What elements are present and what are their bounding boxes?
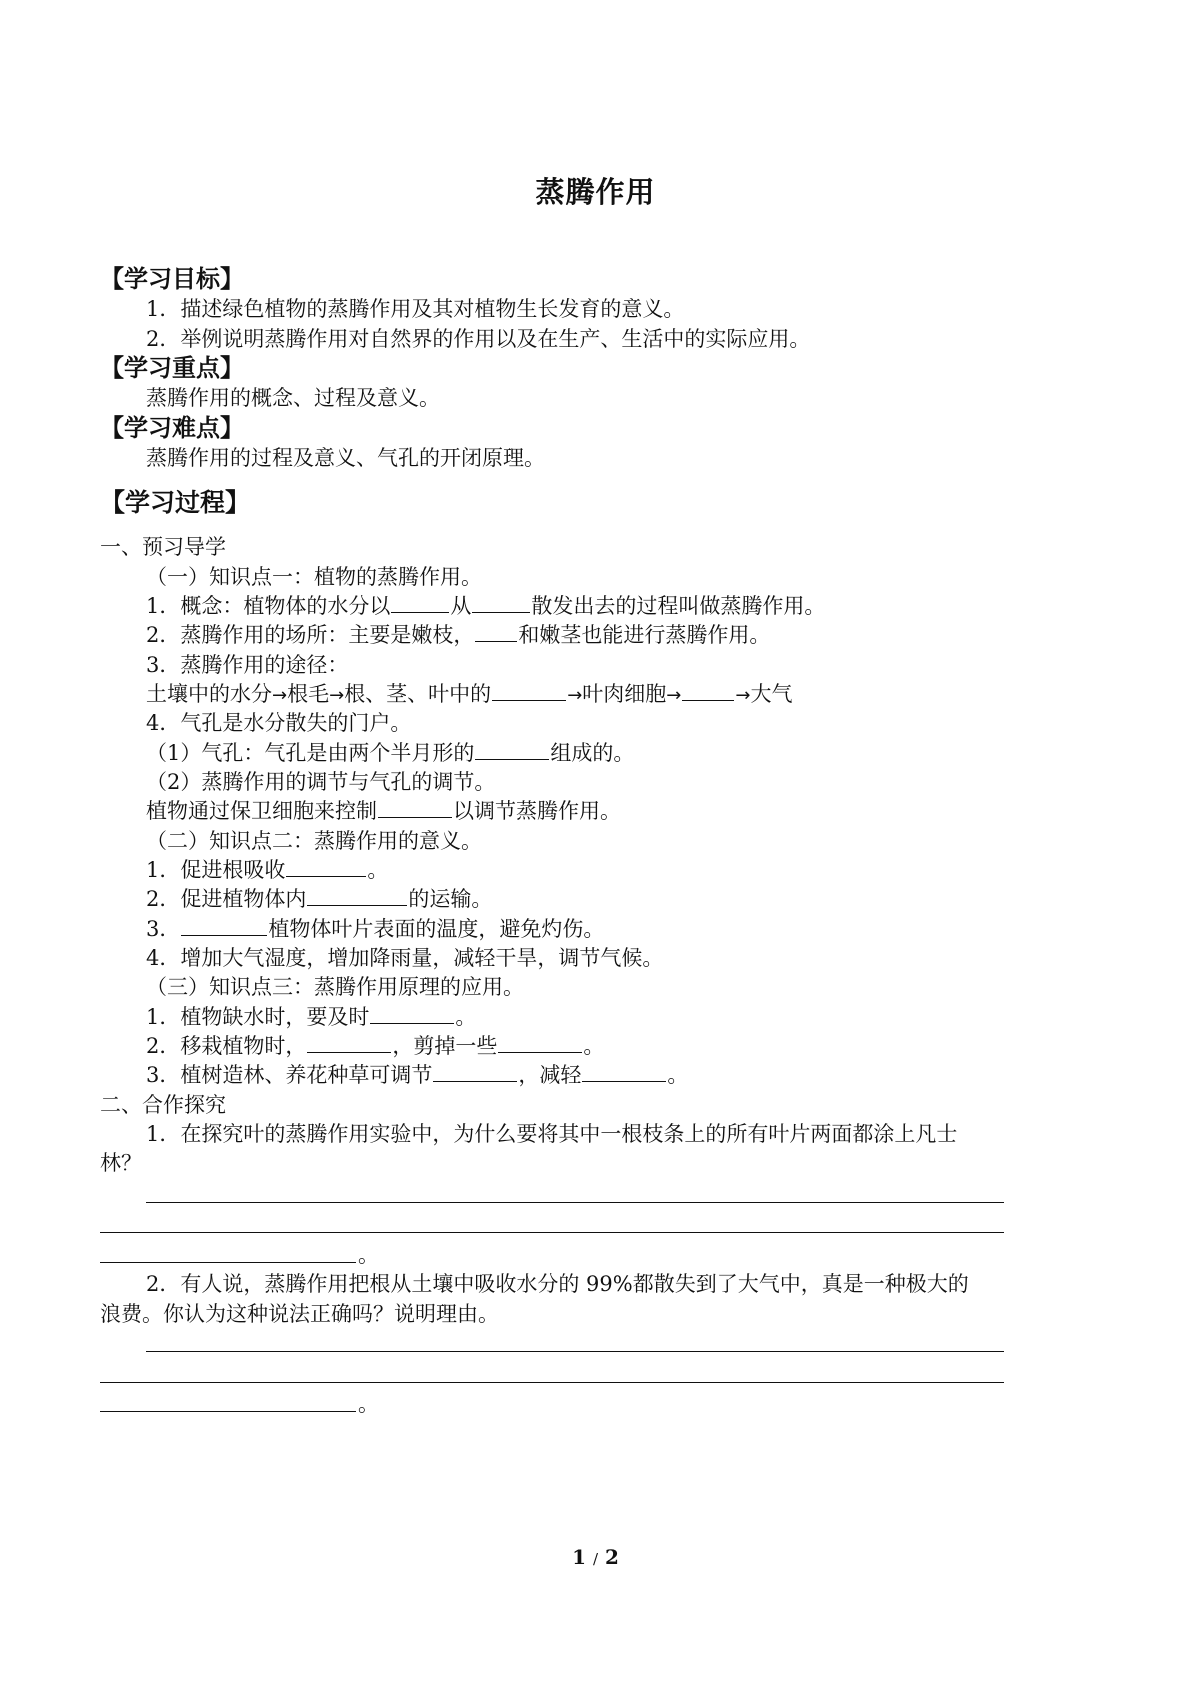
text: 3． [146, 917, 181, 941]
text: 从 [450, 594, 472, 618]
text: 和嫩茎也能进行蒸腾作用。 [518, 623, 771, 647]
part1-title: 一、预习导学 [100, 535, 226, 559]
page-total: 2 [605, 1545, 619, 1569]
arrow-right-icon: → [735, 685, 751, 706]
fill-blank[interactable] [682, 679, 734, 701]
text: 根毛 [287, 682, 330, 706]
k2-line-3 [146, 914, 604, 944]
answer-line[interactable] [100, 1411, 356, 1412]
k1-line-stomata-1 [146, 738, 634, 768]
question-2-line-2: 浪费。你认为这种说法正确吗？说明理由。 [100, 1302, 499, 1326]
k1-line-location [146, 620, 770, 650]
text: 2．移栽植物时， [146, 1034, 307, 1058]
page-separator: / [592, 1550, 599, 1568]
fill-blank[interactable] [391, 591, 449, 613]
k1-line-concept [146, 591, 825, 621]
arrow-right-icon: → [329, 685, 345, 706]
k2-line-2 [146, 884, 492, 914]
answer-end-mark: 。 [358, 1392, 379, 1416]
arrow-right-icon: → [666, 685, 682, 706]
text: 根、茎、叶中的 [344, 682, 492, 706]
k1-line-pathway: 3．蒸腾作用的途径： [146, 653, 349, 677]
k1-line-stomata: 4．气孔是水分散失的门户。 [146, 711, 412, 735]
k2-line-1 [146, 855, 388, 885]
k3-line-2 [146, 1031, 604, 1061]
text: 的运输。 [408, 887, 493, 911]
k1-line-stomata-2: （2）蒸腾作用的调节与气孔的调节。 [146, 770, 496, 794]
text: 1．植物缺水时，要及时 [146, 1005, 370, 1029]
answer-line[interactable] [100, 1232, 1004, 1233]
fill-blank[interactable] [475, 738, 549, 760]
k3-line-1 [146, 1002, 476, 1032]
fill-blank[interactable] [370, 1002, 454, 1024]
text: 大气 [750, 682, 793, 706]
page-number [0, 1544, 1191, 1572]
fill-blank[interactable] [498, 1031, 582, 1053]
text: 。 [455, 1005, 477, 1029]
text: 3．植树造林、养花种草可调节 [146, 1063, 433, 1087]
answer-end-mark: 。 [358, 1243, 379, 1267]
text: 散发出去的过程叫做蒸腾作用。 [531, 594, 826, 618]
text: 。 [667, 1063, 689, 1087]
text: ，减轻 [518, 1063, 582, 1087]
text: 2．促进植物体内 [146, 887, 307, 911]
text: 植物体叶片表面的温度，避免灼伤。 [268, 917, 605, 941]
k3-line-3 [146, 1060, 688, 1090]
text: 土壤中的水分 [146, 682, 272, 706]
k2-line-4: 4．增加大气湿度，增加降雨量，减轻干旱，调节气候。 [146, 946, 664, 970]
fill-blank[interactable] [378, 796, 452, 818]
question-1-line-2: 林？ [100, 1151, 142, 1175]
text: （1）气孔：气孔是由两个半月形的 [146, 741, 475, 765]
part2-title: 二、合作探究 [100, 1093, 226, 1117]
text: 1．促进根吸收 [146, 858, 286, 882]
difficulties-text: 蒸腾作用的过程及意义、气孔的开闭原理。 [146, 446, 545, 470]
difficulties-header: 【学习难点】 [100, 414, 244, 442]
page-current: 1 [572, 1545, 586, 1569]
fill-blank[interactable] [307, 884, 407, 906]
answer-line[interactable] [100, 1382, 1004, 1383]
key-points-header: 【学习重点】 [100, 354, 244, 382]
goals-header: 【学习目标】 [100, 265, 244, 293]
fill-blank[interactable] [286, 855, 366, 877]
question-2-line-1: 2．有人说，蒸腾作用把根从土壤中吸收水分的 99%都散失到了大气中，真是一种极大的 [146, 1272, 969, 1296]
answer-line[interactable] [100, 1262, 356, 1263]
answer-line[interactable] [146, 1351, 1004, 1352]
fill-blank[interactable] [307, 1031, 391, 1053]
text: 。 [367, 858, 389, 882]
knowledge-point-2-title: （二）知识点二：蒸腾作用的意义。 [146, 829, 482, 853]
k1-line-pathway-chain [146, 679, 792, 711]
process-header: 【学习过程】 [100, 488, 251, 517]
text: 。 [583, 1034, 605, 1058]
k1-line-guard-cells [146, 796, 621, 826]
text: ，剪掉一些 [392, 1034, 498, 1058]
fill-blank[interactable] [492, 679, 566, 701]
text: 植物通过保卫细胞来控制 [146, 799, 377, 823]
knowledge-point-3-title: （三）知识点三：蒸腾作用原理的应用。 [146, 975, 524, 999]
fill-blank[interactable] [472, 591, 530, 613]
goal-item-2: 2．举例说明蒸腾作用对自然界的作用以及在生产、生活中的实际应用。 [146, 327, 811, 351]
question-1-line-1: 1．在探究叶的蒸腾作用实验中，为什么要将其中一根枝条上的所有叶片两面都涂上凡士 [146, 1122, 958, 1146]
arrow-right-icon: → [272, 685, 288, 706]
text: 组成的。 [550, 741, 635, 765]
page-title: 蒸腾作用 [535, 175, 656, 209]
knowledge-point-1-title: （一）知识点一：植物的蒸腾作用。 [146, 565, 482, 589]
answer-line[interactable] [146, 1202, 1004, 1203]
goal-item-1: 1．描述绿色植物的蒸腾作用及其对植物生长发育的意义。 [146, 297, 685, 321]
arrow-right-icon: → [567, 685, 583, 706]
fill-blank[interactable] [582, 1060, 666, 1082]
fill-blank[interactable] [181, 914, 267, 936]
text: 1．概念：植物体的水分以 [146, 594, 391, 618]
text: 2．蒸腾作用的场所：主要是嫩枝， [146, 623, 475, 647]
text: 以调节蒸腾作用。 [453, 799, 621, 823]
key-points-text: 蒸腾作用的概念、过程及意义。 [146, 386, 440, 410]
fill-blank[interactable] [433, 1060, 517, 1082]
text: 叶肉细胞 [582, 682, 667, 706]
fill-blank[interactable] [475, 620, 517, 642]
